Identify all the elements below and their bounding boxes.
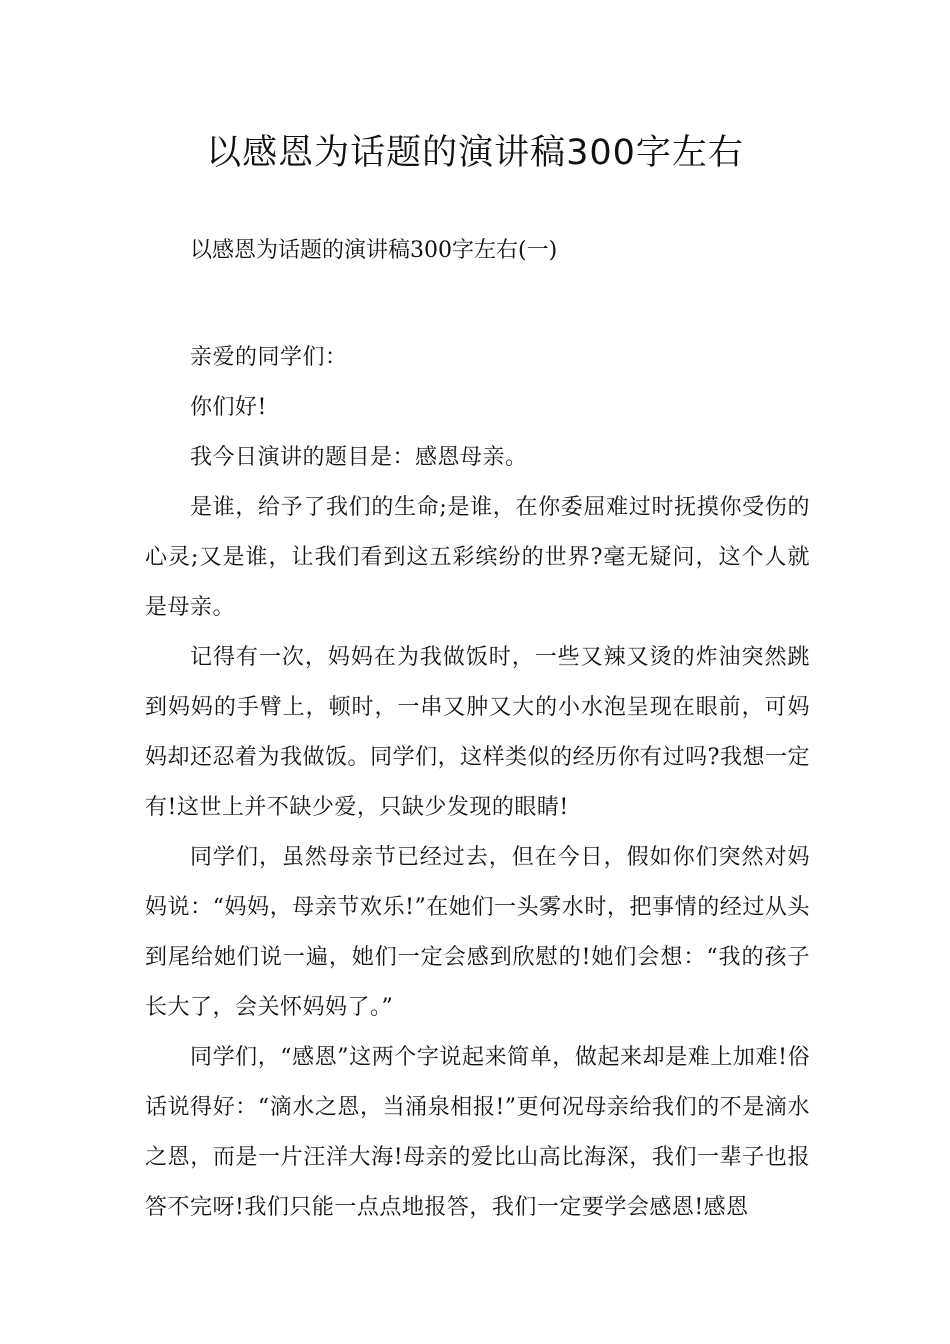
paragraph-greeting: 你们好! xyxy=(190,395,267,420)
paragraph-salutation: 亲爱的同学们： xyxy=(190,345,348,370)
paragraph-cooking-memory: 记得有一次，妈妈在为我做饭时，一些又辣又烫的炸油突然跳到妈妈的手臂上，顿时，一串又肿又大的小水泡呈现在眼前，可妈妈却还忍着为我做饭。同学们，这样类似的经历你有过吗?我想一定有!这世上并不缺少爱，只缺少发现的眼睛! xyxy=(145,645,810,820)
document-body xyxy=(145,333,810,1233)
document-subtitle: 以感恩为话题的演讲稿300字左右(一) xyxy=(190,238,558,263)
paragraph-mothers-day: 同学们，虽然母亲节已经过去，但在今日，假如你们突然对妈妈说：“妈妈，母亲节欢乐!”在她们一头雾水时，把事情的经过从头到尾给她们说一遍，她们一定会感到欣慰的!她们会想：“我的孩子长大了，会关怀妈妈了。” xyxy=(145,845,810,1020)
paragraph-who-is-mother: 是谁，给予了我们的生命;是谁，在你委屈难过时抚摸你受伤的心灵;又是谁，让我们看到这五彩缤纷的世界?毫无疑问，这个人就是母亲。 xyxy=(145,495,810,620)
document-title: 以感恩为话题的演讲稿300字左右 xyxy=(206,133,744,173)
paragraph-topic: 我今日演讲的题目是：感恩母亲。 xyxy=(190,445,528,470)
paragraph-gratitude: 同学们，“感恩”这两个字说起来简单，做起来却是难上加难!俗话说得好：“滴水之恩，当涌泉相报!”更何况母亲给我们的不是滴水之恩，而是一片汪洋大海!母亲的爱比山高比海深，我们一辈子也报答不完呀!我们只能一点点地报答，我们一定要学会感恩!感恩 xyxy=(145,1045,810,1220)
